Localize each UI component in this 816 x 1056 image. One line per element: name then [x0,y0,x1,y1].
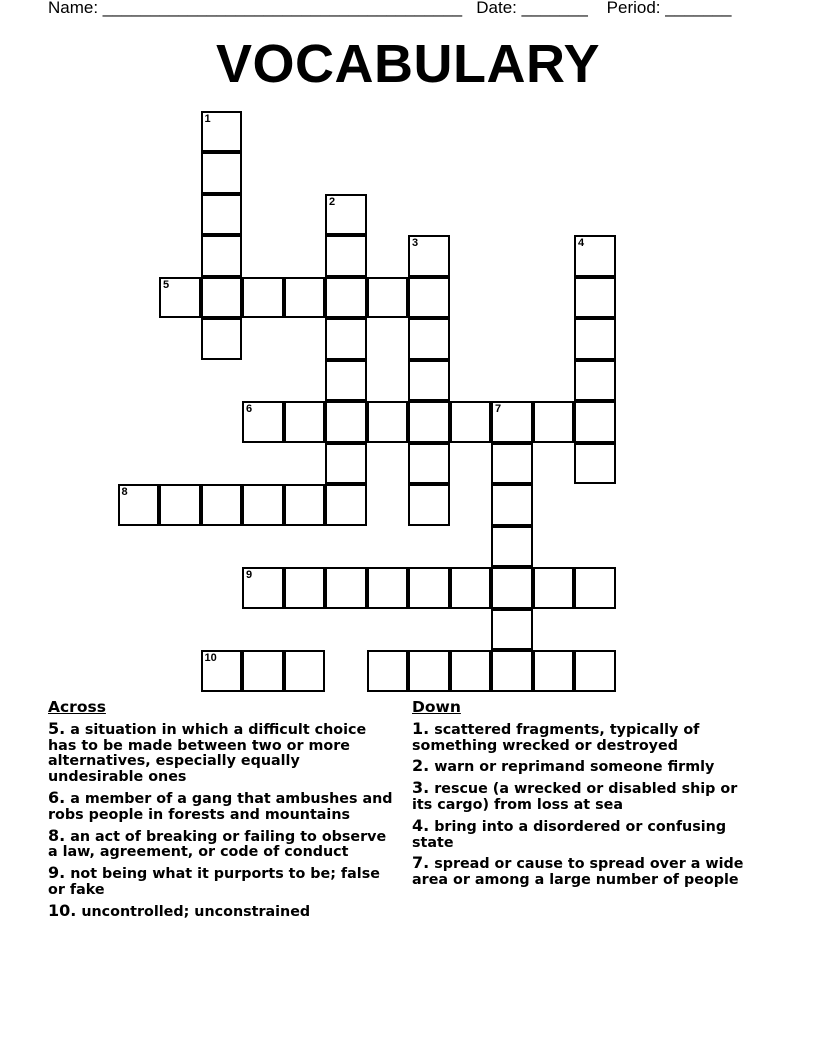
crossword-cell[interactable] [408,650,450,692]
crossword-cell[interactable] [367,567,409,609]
clue-down-4 [412,815,762,852]
crossword-cell[interactable] [118,484,160,526]
crossword-cell[interactable] [408,484,450,526]
crossword-cell[interactable] [533,401,575,443]
crossword-cell[interactable] [325,318,367,360]
clue-number: 6. [48,787,66,807]
cell-number: 6 [246,403,253,415]
crossword-cell[interactable] [284,567,326,609]
crossword-cell[interactable] [284,650,326,692]
crossword-cell[interactable] [201,318,243,360]
crossword-cell[interactable] [491,401,533,443]
crossword-cell[interactable] [491,567,533,609]
clue-number: 2. [412,756,430,776]
clue-number: 5. [48,718,66,738]
clue-across-10 [48,900,398,921]
cell-number: 3 [412,237,419,249]
crossword-cell[interactable] [408,401,450,443]
crossword-cell[interactable] [284,277,326,319]
crossword-cell[interactable] [574,277,616,319]
clue-text: spread or cause to spread over a wide area or among a large number of people [412,856,744,889]
clue-across-5 [48,718,398,786]
clue-down-3 [412,780,762,814]
crossword-cell[interactable] [201,277,243,319]
clue-number: 1. [412,718,430,738]
crossword-cell[interactable] [491,526,533,568]
crossword-cell[interactable] [242,484,284,526]
cell-number: 9 [246,569,253,581]
clue-number: 10. [48,900,77,920]
crossword-cell[interactable] [450,650,492,692]
crossword-cell[interactable] [491,443,533,485]
crossword-cell[interactable] [491,609,533,651]
crossword-cell[interactable] [533,650,575,692]
crossword-cell[interactable] [367,401,409,443]
crossword-cell[interactable] [574,360,616,402]
clue-number: 8. [48,825,66,845]
clue-across-8 [48,825,398,862]
clue-text: warn or reprimand someone firmly [429,759,715,776]
crossword-cell[interactable] [408,277,450,319]
clue-number: 4. [412,815,430,835]
crossword-cell[interactable] [325,401,367,443]
down-heading: Down [412,698,461,716]
crossword-cell[interactable] [408,235,450,277]
crossword-cell[interactable] [201,484,243,526]
crossword-cell[interactable] [201,650,243,692]
across-heading: Across [48,698,106,716]
crossword-cell[interactable] [574,318,616,360]
cell-number: 1 [204,112,211,125]
crossword-cell[interactable] [367,650,409,692]
crossword-cell[interactable] [242,277,284,319]
crossword-cell[interactable] [450,401,492,443]
crossword-cell[interactable] [201,235,243,277]
crossword-cell[interactable] [242,567,284,609]
crossword-cell[interactable] [284,401,326,443]
crossword-cell[interactable] [533,567,575,609]
clue-text: a member of a gang that ambushes and robs people in forests and mountains [48,790,393,823]
crossword-cell[interactable] [159,277,201,319]
clue-down-2 [412,758,762,776]
page-title: VOCABULARY [215,34,600,94]
crossword-cell[interactable] [408,567,450,609]
crossword-cell[interactable] [574,567,616,609]
clue-across-6 [48,787,398,824]
crossword-cell[interactable] [450,567,492,609]
crossword-cell[interactable] [325,567,367,609]
cell-number: 7 [495,403,502,415]
clue-text: rescue (a wrecked or disabled ship or its cargo) from loss at sea [412,781,738,813]
crossword-cell[interactable] [574,401,616,443]
crossword-cell[interactable] [242,401,284,443]
crossword-cell[interactable] [325,277,367,319]
clue-down-7 [412,855,762,889]
crossword-cell[interactable] [491,650,533,692]
cell-number: 8 [121,486,128,498]
crossword-cell[interactable] [574,443,616,485]
crossword-cell[interactable] [284,484,326,526]
clue-number: 7. [412,853,430,873]
crossword-cell[interactable] [367,277,409,319]
down-clues [412,700,762,893]
clue-text: scattered fragments, typically of something wrecked or destroyed [412,721,700,754]
crossword-cell[interactable] [491,484,533,526]
crossword-cell[interactable] [325,484,367,526]
cell-number: 5 [163,278,170,291]
cell-number: 10 [204,652,217,664]
clue-text: not being what it purports to be; false or fake [48,866,380,898]
clue-text: bring into a disordered or confusing state [412,818,727,851]
clue-text: a situation in which a difficult choice has to be made between two or more alternatives, especially equally undesirable ones [48,721,367,786]
crossword-cell[interactable] [408,360,450,402]
across-clues [48,700,398,925]
crossword-cell[interactable] [325,443,367,485]
crossword-cell[interactable] [201,152,243,194]
clue-number: 3. [412,778,430,798]
student-info-line: Name: ______________________________________ Date: _______ Period: _______ [48,0,732,17]
crossword-cell[interactable] [325,194,367,236]
clue-number: 9. [48,863,66,883]
crossword-cell[interactable] [408,318,450,360]
crossword-cell[interactable] [408,443,450,485]
clue-text: an act of breaking or failing to observe a law, agreement, or code of conduct [48,828,387,861]
crossword-cell[interactable] [325,360,367,402]
crossword-cell[interactable] [574,650,616,692]
cell-number: 2 [329,195,336,208]
cell-number: 4 [578,237,585,249]
crossword-cell[interactable] [201,111,243,153]
crossword-cell[interactable] [325,235,367,277]
crossword-cell[interactable] [201,194,243,236]
clue-text: uncontrolled; unconstrained [76,903,311,920]
clue-down-1 [412,718,762,755]
clue-across-9 [48,865,398,899]
crossword-cell[interactable] [574,235,616,277]
crossword-cell[interactable] [242,650,284,692]
crossword-cell[interactable] [159,484,201,526]
